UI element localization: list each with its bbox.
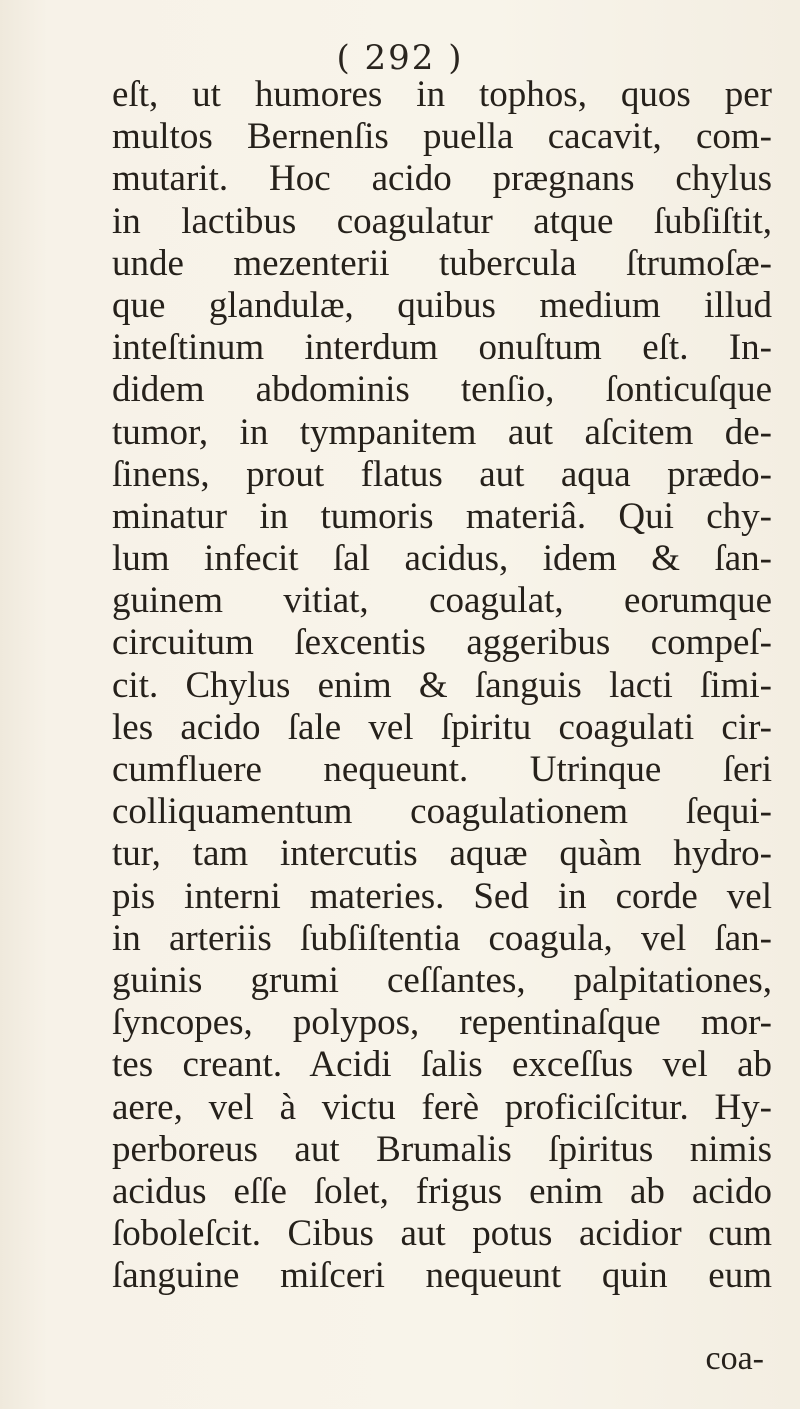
text-line: cumfluere nequeunt. Utrinque ſeri — [112, 749, 772, 790]
text-line: minatur in tumoris materiâ. Qui chy- — [112, 495, 772, 537]
text-line: tur, tam intercutis aquæ quàm hydro- — [112, 833, 772, 875]
text-line: eſt, ut humores in tophos, quos per — [112, 74, 772, 115]
catchword: coa- — [705, 1340, 764, 1377]
text-line: inteſtinum interdum onuſtum eſt. In- — [112, 327, 772, 369]
body-text — [112, 74, 772, 1297]
text-line: unde mezenterii tubercula ſtrumoſæ- — [112, 242, 772, 284]
text-line: les acido ſale vel ſpiritu coagulati cir- — [112, 706, 772, 748]
text-line: in arteriis ſubſiſtentia coagula, vel ſan- — [112, 917, 772, 959]
text-line: lum infecit ſal acidus, idem & ſan- — [112, 538, 772, 580]
text-line: perboreus aut Brumalis ſpiritus nimis — [112, 1128, 772, 1170]
text-line: colliquamentum coagulationem ſequi- — [112, 791, 772, 833]
text-line: pis interni materies. Sed in corde vel — [112, 875, 772, 917]
text-line: tumor, in tympanitem aut aſcitem de- — [112, 411, 772, 453]
text-line: in lactibus coagulatur atque ſubſiſtit, — [112, 200, 772, 242]
page-number: ( 292 ) — [336, 38, 464, 78]
text-line: ſobolеſcit. Cibus aut potus acidior cum — [112, 1213, 772, 1255]
text-line: didem abdominis tenſio, ſonticuſque — [112, 369, 772, 411]
text-line: multos Bernenſis puella cacavit, com- — [112, 116, 772, 158]
text-line: ſanguine miſceri nequeunt quin eum — [112, 1255, 772, 1297]
text-line: ſyncopes, polypos, repentinaſque mor- — [112, 1002, 772, 1044]
text-line: guinem vitiat, coagulat, eorumque — [112, 580, 772, 622]
text-line: tes creant. Acidi ſalis exceſſus vel ab — [112, 1044, 772, 1086]
text-line: acidus eſſe ſolet, frigus enim ab acido — [112, 1170, 772, 1212]
text-line: guinis grumi ceſſantes, palpitationes, — [112, 959, 772, 1001]
text-line: que glandulæ, quibus medium illud — [112, 284, 772, 326]
text-line: ſinens, prout flatus aut aqua prædo- — [112, 453, 772, 495]
text-line: aere, vel à victu ferè proficiſcitur. Hy- — [112, 1086, 772, 1128]
text-line: mutarit. Hoc acido prægnans chylus — [112, 158, 772, 200]
text-line: circuitum ſexcentis aggeribus compeſ- — [112, 622, 772, 664]
text-line: cit. Chylus enim & ſanguis lacti ſimi- — [112, 664, 772, 706]
